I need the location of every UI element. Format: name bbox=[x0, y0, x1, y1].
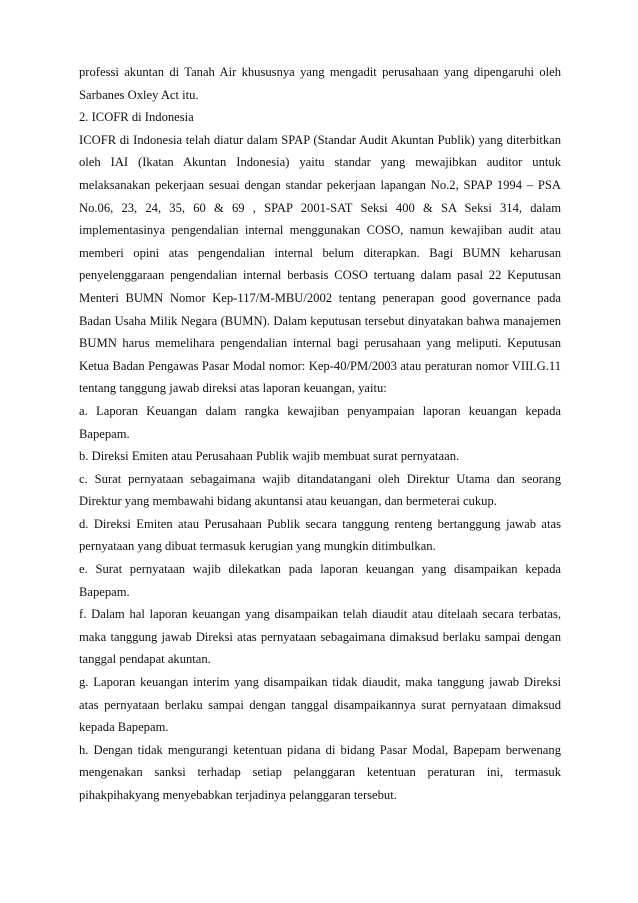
document-page bbox=[79, 61, 561, 807]
list-item-b: b. Direksi Emiten atau Perusahaan Publik wajib membuat surat pernyataan. bbox=[79, 449, 460, 464]
list-item-d: d. Direksi Emiten atau Perusahaan Publik secara tanggung renteng bertanggung jawab atas pernyataan yang dibuat termasuk kerugian yang mungkin ditimbulkan. bbox=[79, 516, 561, 554]
list-item-f: f. Dalam hal laporan keuangan yang disampaikan telah diaudit atau ditelaah secara terbatas, maka tanggung jawab Direksi atas pernyataan sebagaimana dimaksud berlaku sampai dengan tanggal pendapat akuntan. bbox=[79, 607, 561, 667]
list-item-c: c. Surat pernyataan sebagaimana wajib ditandatangani oleh Direktur Utama dan seorang Direktur yang membawahi bidang akuntansi atau keuangan, dan bermeterai cukup. bbox=[79, 471, 561, 509]
list-item-g: g. Laporan keuangan interim yang disampaikan tidak diaudit, maka tanggung jawab Direksi atas pernyataan berlaku sampai dengan tanggal disampaikannya surat pernyataan dimaksud kepada Bapepam. bbox=[79, 675, 561, 735]
section-heading-icofr-indonesia: 2. ICOFR di Indonesia bbox=[79, 110, 194, 125]
list-item-e: e. Surat pernyataan wajib dilekatkan pada laporan keuangan yang disampaikan kepada Bapepam. bbox=[79, 562, 561, 599]
paragraph-icofr-body: ICOFR di Indonesia telah diatur dalam SPAP (Standar Audit Akuntan Publik) yang diterbitkan oleh IAI (Ikatan Akuntan Indonesia) yaitu standar yang mewajibkan auditor untuk melaksanakan pekerjaan sesuai dengan standar pekerjaan lapangan No.2, SPAP 1994 – PSA No.06, 23, 24, 35, 60 & 69 , SPAP 2001-SAT Seksi 400 & SA Seksi 314, dalam implementasinya pengendalian internal menggunakan COSO, namun kewajiban audit atau memberi opini atas pengendalian internal belum diterapkan. Bagi BUMN keharusan penyelenggaraan pengendalian internal berbasis COSO tertuang dalam pasal 22 Keputusan Menteri BUMN Nomor Kep-117/M-MBU/2002 tentang penerapan good governance pada Badan Usaha Milik Negara (BUMN). Dalam keputusan tersebut dinyatakan bahwa manajemen BUMN harus memelihara pengendalian internal bagi perusahaan yang meliputi. Keputusan Ketua Badan Pengawas Pasar Modal nomor: Kep-40/PM/2003 atau peraturan nomor VIII.G.11 tentang tanggung jawab direksi atas laporan keuangan, yaitu: bbox=[79, 132, 561, 396]
list-item-a: a. Laporan Keuangan dalam rangka kewajiban penyampaian laporan keuangan kepada Bapepam. bbox=[79, 403, 561, 441]
list-item-h: h. Dengan tidak mengurangi ketentuan pidana di bidang Pasar Modal, Bapepam berwenang mengenakan sanksi terhadap setiap pelanggaran ketentuan peraturan ini, termasuk pihakpihakyang menyebabkan terjadinya pelanggaran tersebut. bbox=[79, 742, 561, 802]
paragraph-sox-continuation: professi akuntan di Tanah Air khususnya yang mengadit perusahaan yang dipengaruhi oleh Sarbanes Oxley Act itu. bbox=[79, 65, 561, 102]
